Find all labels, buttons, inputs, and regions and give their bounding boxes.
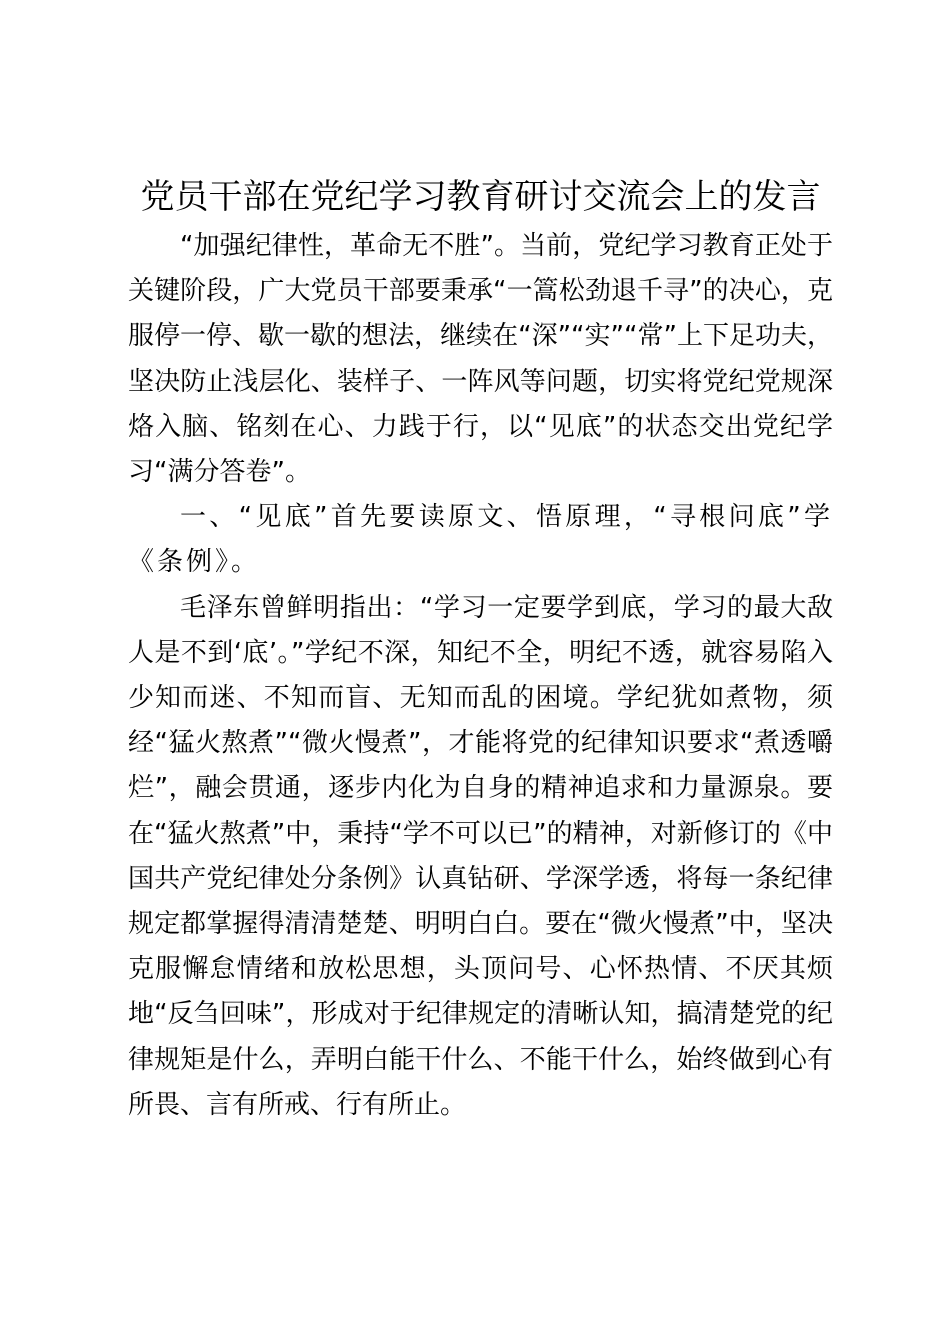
intro-paragraph: “加强纪律性，革命无不胜”。当前，党纪学习教育正处于关键阶段，广大党员干部要秉承“一篙松劲退千寻”的决心，克服停一停、歇一歇的想法，继续在“深”“实”“常”上下足功夫，坚决防止浅层化、装样子、一阵风等问题，切实将党纪党规深烙入脑、铭刻在心、力践于行，以“见底”的状态交出党纪学习“满分答卷”。 — [128, 231, 833, 488]
section-heading-1: 一、“见底”首先要读原文、悟原理，“寻根问底”学《条例》。 — [128, 502, 833, 578]
document-body — [128, 170, 833, 1128]
section-body-1: 毛泽东曾鲜明指出：“学习一定要学到底，学习的最大敌人是不到‘底’。”学纪不深，知纪不全，明纪不透，就容易陷入少知而迷、不知而盲、无知而乱的困境。学纪犹如煮物，须经“猛火熬煮”“微火慢煮”，才能将党的纪律知识要求“煮透嚼烂”，融会贯通，逐步内化为自身的精神追求和力量源泉。要在“猛火熬煮”中，秉持“学不可以已”的精神，对新修订的《中国共产党纪律处分条例》认真钻研、学深学透，将每一条纪律规定都掌握得清清楚楚、明明白白。要在“微火慢煮”中，坚决克服懈怠情绪和放松思想，头顶问号、心怀热情、不厌其烦地“反刍回味”，形成对于纪律规定的清晰认知，搞清楚党的纪律规矩是什么，弄明白能干什么、不能干什么，始终做到心有所畏、言有所戒、行有所止。 — [128, 592, 833, 1120]
document-title: 党员干部在党纪学习教育研讨交流会上的发言 — [140, 177, 821, 217]
